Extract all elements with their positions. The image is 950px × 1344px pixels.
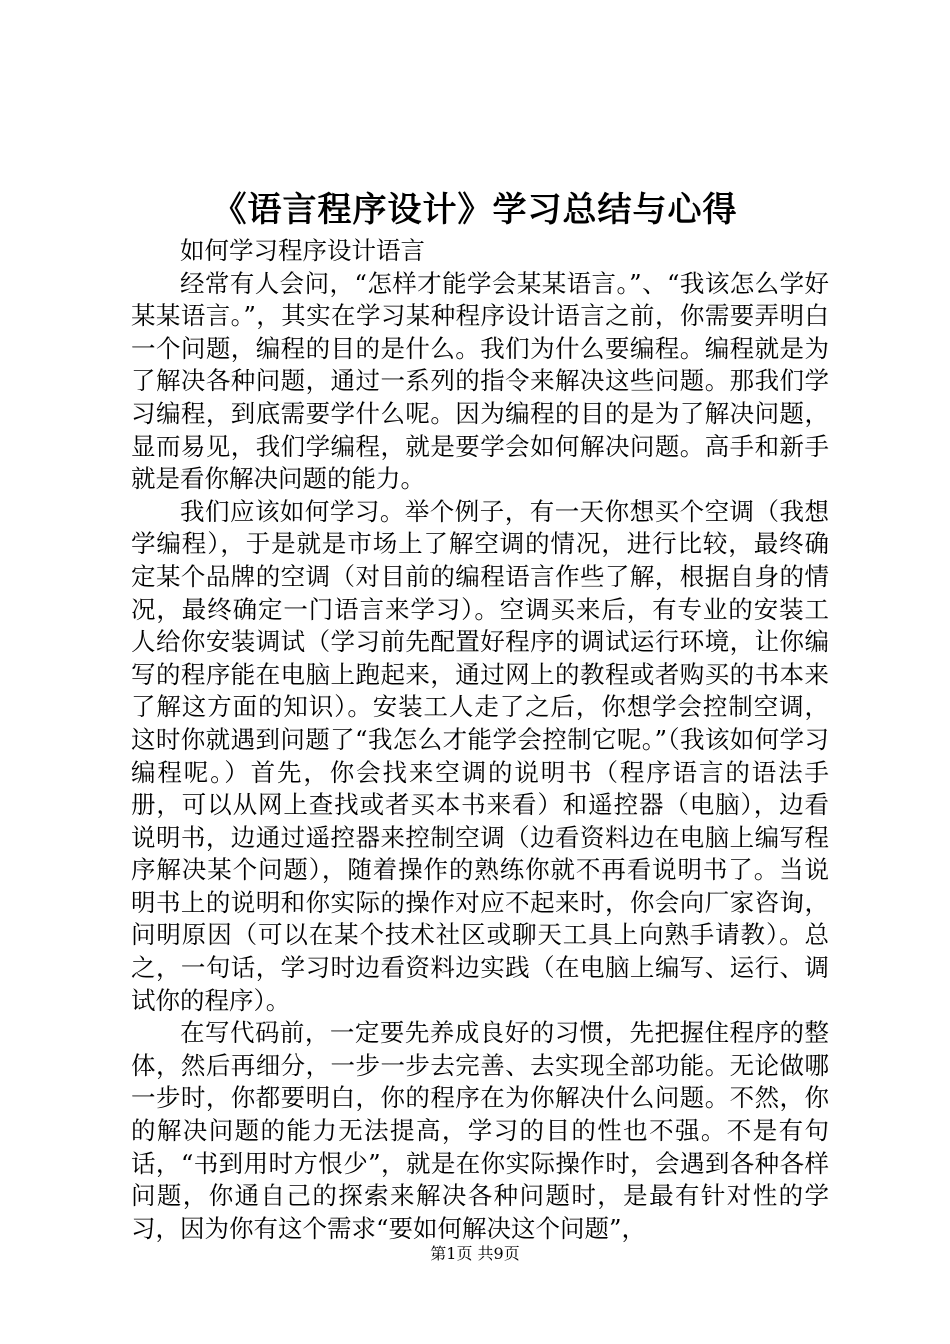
- paragraph-1: 经常有人会问，“怎样才能学会某某语言。”、“我该怎么学好某某语言。”，其实在学习某种程序设计语言之前，你需要弄明白一个问题，编程的目的是什么。我们为什么要编程。编程就是为了解决各种问题，通过一系列的指令来解决这些问题。那我们学习编程，到底需要学什么呢。因为编程的目的是为了解决问题，显而易见，我们学编程，就是要学会如何解决问题。高手和新手就是看你解决问题的能力。: [131, 268, 829, 494]
- paragraph-2: 我们应该如何学习。举个例子，有一天你想买个空调（我想学编程），于是就是市场上了解空调的情况，进行比较，最终确定某个品牌的空调（对目前的编程语言作些了解，根据自身的情况，最终确定一门语言来学习）。空调买来后，有专业的安装工人给你安装调试（学习前先配置好程序的调试运行环境，让你编写的程序能在电脑上跑起来，通过网上的教程或者购买的书本来了解这方面的知识）。安装工人走了之后，你想学会控制空调，这时你就遇到问题了“我怎么才能学会控制它呢。”（我该如何学习编程呢。）首先，你会找来空调的说明书（程序语言的语法手册，可以从网上查找或者买本书来看）和遥控器（电脑），边看说明书，边通过遥控器来控制空调（边看资料边在电脑上编写程序解决某个问题），随着操作的熟练你就不再看说明书了。当说明书上的说明和你实际的操作对应不起来时，你会向厂家咨询，问明原因（可以在某个技术社区或聊天工具上向熟手请教）。总之，一句话，学习时边看资料边实践（在电脑上编写、运行、调试你的程序）。: [131, 496, 829, 1015]
- paragraph-subtitle: 如何学习程序设计语言: [180, 236, 425, 265]
- document-body: [131, 235, 829, 1245]
- paragraph-3: 在写代码前，一定要先养成良好的习惯，先把握住程序的整体，然后再细分，一步一步去完善、去实现全部功能。无论做哪一步时，你都要明白，你的程序在为你解决什么问题。不然，你的解决问题的能力无法提高，学习的目的性也不强。不是有句话，“书到用时方恨少”，就是在你实际操作时，会遇到各种各样问题，你通自己的探索来解决各种问题时，是最有针对性的学习，因为你有这个需求“要如何解决这个问题”，: [131, 1018, 829, 1243]
- page-number-footer: 第1页 共9页: [430, 1244, 520, 1263]
- document-title: 《语言程序设计》学习总结与心得: [212, 190, 738, 230]
